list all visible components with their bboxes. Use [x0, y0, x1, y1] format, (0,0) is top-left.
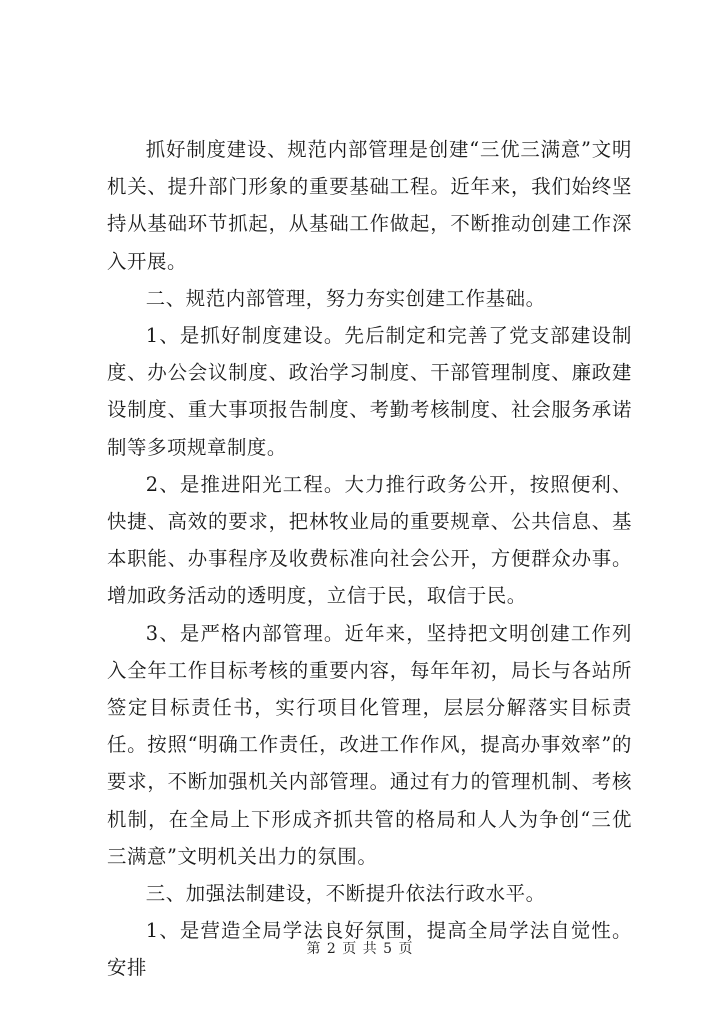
section-heading-3: 三、加强法制建设，不断提升依法行政水平。 — [145, 882, 546, 906]
paragraph-2-1: 1、是抓好制度建设。先后制定和完善了党支部建设制度、办公会议制度、政治学习制度、干部管理制度、廉政建设制度、重大事项报告制度、考勤考核制度、社会服务承诺制等多项规章制度。 — [107, 324, 632, 459]
page-number-footer: 第 2 页 共 5 页 — [306, 941, 414, 957]
section-heading-2: 二、规范内部管理，努力夯实创建工作基础。 — [145, 286, 546, 310]
paragraph-2-2: 2、是推进阳光工程。大力推行政务公开，按照便利、快捷、高效的要求，把林牧业局的重要规章、公共信息、基本职能、办事程序及收费标准向社会公开，方便群众办事。增加政务活动的透明度，立信于民，取信于民。 — [107, 472, 632, 608]
paragraph-2-3: 3、是严格内部管理。近年来，坚持把文明创建工作列入全年工作目标考核的重要内容，每年年初，局长与各站所签定目标责任书，实行项目化管理，层层分解落实目标责任。按照“明确工作责任，改进工作作风，提高办事效率”的要求，不断加强机关内部管理。通过有力的管理机制、考核机制，在全局上下形成齐抓共管的格局和人人为争创“三优三满意”文明机关出力的氛围。 — [107, 621, 632, 868]
paragraph-3-1: 1、是营造全局学法良好氛围，提高全局学法自觉性。安排 — [107, 919, 632, 980]
document-body — [107, 131, 632, 987]
paragraph-intro: 抓好制度建设、规范内部管理是创建“三优三满意”文明机关、提升部门形象的重要基础工程。近年来，我们始终坚持从基础环节抓起，从基础工作做起，不断推动创建工作深入开展。 — [107, 138, 632, 273]
